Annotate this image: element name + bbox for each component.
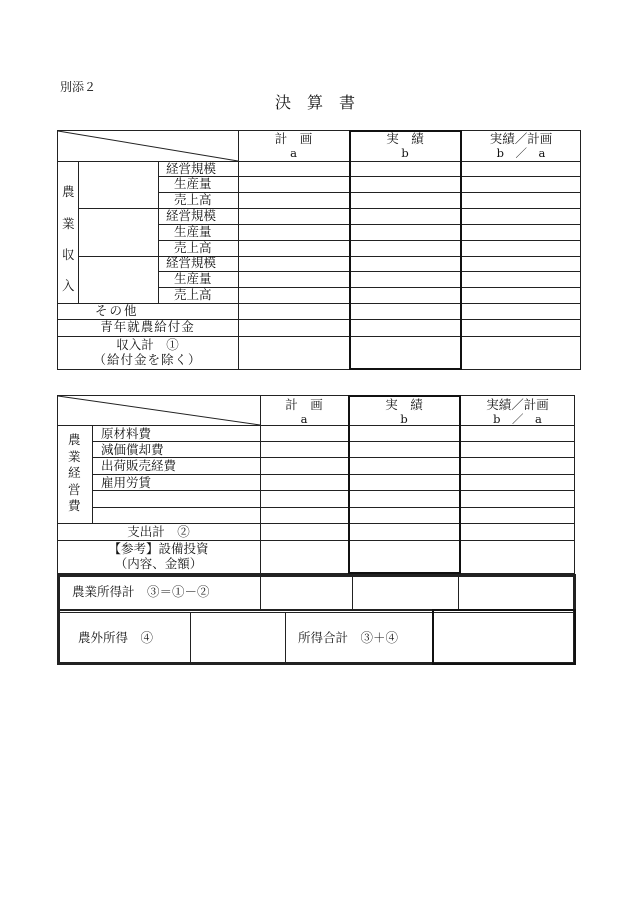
total-income-label: 所得合計 ③＋④ <box>298 630 399 645</box>
income-row-item: 売上高 <box>174 287 212 302</box>
income-col-plan: 計 画 <box>274 131 313 146</box>
expense-group-label-4: 営 <box>68 482 81 497</box>
income-other-label: その他 <box>95 303 139 318</box>
expense-col-plan: 計 画 <box>285 397 323 412</box>
expense-reference-label: 【参考】設備投資 <box>108 541 209 556</box>
expense-col-plan-sub: a <box>300 412 308 426</box>
income-row-item: 生産量 <box>174 224 212 239</box>
attachment-label: 別添２ <box>60 80 97 94</box>
income-row-item: 売上高 <box>174 240 212 255</box>
expense-total-label: 支出計 ② <box>127 524 190 539</box>
income-group-label-4: 入 <box>62 278 75 293</box>
page-title: 決 算 書 <box>274 93 355 112</box>
income-row-item: 生産量 <box>174 271 212 286</box>
agri-income-label: 農業所得計 ③＝①－② <box>72 584 210 599</box>
income-row-item: 売上高 <box>174 192 212 207</box>
expense-col-ratio-sub: b ／ a <box>493 412 542 426</box>
income-group-label-2: 業 <box>62 216 75 231</box>
income-row-item: 経営規模 <box>166 161 217 176</box>
income-subsidy-label: 青年就農給付金 <box>100 319 195 334</box>
summary-total-income-box <box>432 609 576 665</box>
expense-group-label-5: 費 <box>68 498 81 513</box>
income-total-label: 収入計 ① <box>116 337 179 352</box>
expense-col-ratio: 実績／計画 <box>486 397 549 412</box>
income-col-actual-sub: b <box>401 146 409 160</box>
income-row-item: 経営規模 <box>166 208 217 223</box>
expense-row-item: 雇用労賃 <box>101 475 152 490</box>
expense-group-label-3: 経 <box>68 465 81 480</box>
expense-row-item: 原材料費 <box>101 426 152 441</box>
expense-col-actual-sub: b <box>400 412 408 426</box>
non-agri-income-label: 農外所得 ④ <box>78 630 154 645</box>
income-group-label-3: 収 <box>62 247 75 262</box>
expense-row-item: 減価償却費 <box>101 442 164 457</box>
income-group-label-1: 農 <box>62 184 75 199</box>
expense-col-actual: 実 績 <box>385 397 423 412</box>
income-col-ratio-sub: b ／ a <box>496 146 546 160</box>
expense-group-label-1: 農 <box>68 432 81 447</box>
expense-reference-note: （内容、金額） <box>114 556 203 571</box>
expense-group-label-2: 業 <box>68 449 81 464</box>
income-col-actual: 実 績 <box>386 131 424 146</box>
income-col-ratio: 実績／計画 <box>489 131 553 146</box>
expense-row-item: 出荷販売経費 <box>101 458 177 473</box>
income-row-item: 生産量 <box>174 176 212 191</box>
income-total-note: （給付金を除く） <box>93 352 202 367</box>
income-col-plan-sub: a <box>290 146 297 160</box>
income-row-item: 経営規模 <box>166 255 217 270</box>
